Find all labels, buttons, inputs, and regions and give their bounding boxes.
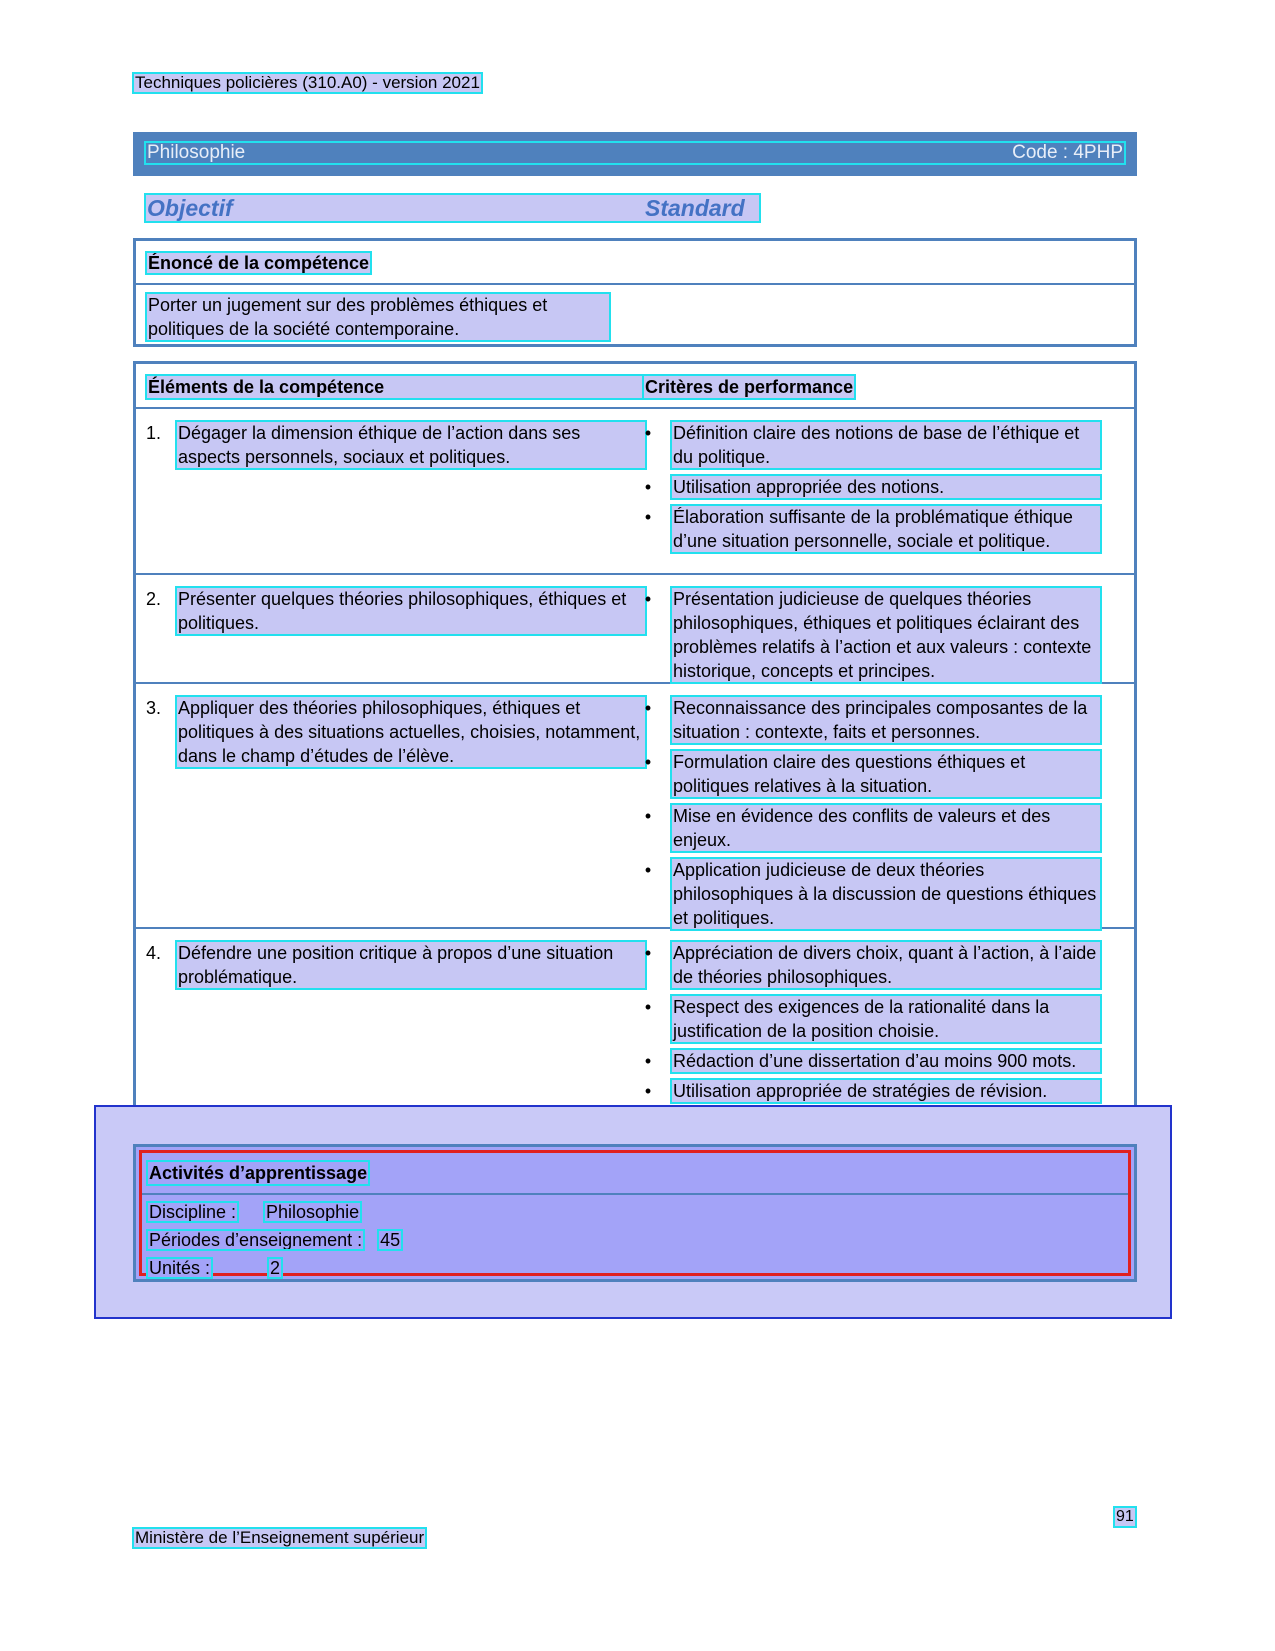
- critere-text: Utilisation appropriée des notions.: [671, 475, 1101, 499]
- element-text: Présenter quelques théories philosophiques, éthiques et politiques.: [176, 587, 646, 635]
- critere-text: Reconnaissance des principales composantes de la situation : contexte, faits et personnes.: [671, 696, 1101, 744]
- critere-text: Rédaction d’une dissertation d’au moins 900 mots.: [671, 1049, 1101, 1073]
- critere-text: Application judicieuse de deux théories philosophiques à la discussion de questions éthiques et politiques.: [671, 858, 1101, 930]
- element-item: [146, 587, 646, 635]
- competence-table: [133, 361, 1137, 1130]
- element-number: 2.: [146, 589, 162, 609]
- objectif-label: Objectif: [147, 195, 233, 221]
- activites-divider: [142, 1193, 1128, 1195]
- element-text: Appliquer des théories philosophiques, éthiques et politiques à des situations actuelles, choisies, notamment, dans le champ d’études de l’élève.: [176, 696, 646, 768]
- competence-table-header: [136, 364, 1134, 409]
- course-title-bar: [133, 132, 1137, 176]
- criteres-list: [641, 696, 1101, 936]
- bullet-icon: •: [644, 752, 652, 772]
- element-number: 4.: [146, 943, 162, 963]
- critere-item: [641, 941, 1101, 989]
- page-number: 91: [1116, 1508, 1134, 1525]
- bullet-icon: •: [644, 507, 652, 527]
- footer-ministry: Ministère de l’Enseignement supérieur: [135, 1528, 425, 1547]
- course-code: Code : 4PHP: [1012, 142, 1123, 163]
- document-header: Techniques policières (310.A0) - version 2021: [135, 73, 480, 92]
- competence-row: [136, 929, 1134, 1124]
- competence-row: [136, 409, 1134, 575]
- criteres-list: [641, 941, 1101, 1109]
- periodes-label: Périodes d’enseignement :: [149, 1230, 363, 1250]
- element-text: Défendre une position critique à propos d’une situation problématique.: [176, 941, 646, 989]
- competence-row: [136, 684, 1134, 929]
- criteres-list: [641, 587, 1101, 689]
- element-text: Dégager la dimension éthique de l’action dans ses aspects personnels, sociaux et politiques.: [176, 421, 646, 469]
- unites-line: [147, 1256, 282, 1280]
- activites-box: [133, 1144, 1137, 1282]
- enonce-text: Porter un jugement sur des problèmes éthiques et politiques de la société contemporaine.: [146, 293, 610, 341]
- critere-item: [641, 587, 1101, 683]
- objectif-standard-row: [145, 194, 760, 222]
- critere-item: [641, 421, 1101, 469]
- bullet-icon: •: [644, 589, 652, 609]
- unites-label: Unités :: [149, 1258, 211, 1278]
- critere-item: [641, 858, 1101, 930]
- course-name: Philosophie: [147, 142, 246, 163]
- element-number: 3.: [146, 698, 162, 718]
- bullet-icon: •: [644, 1051, 652, 1071]
- bullet-icon: •: [644, 806, 652, 826]
- criteres-list: [641, 421, 1101, 559]
- standard-label: Standard: [645, 195, 745, 221]
- periodes-value: 45: [380, 1230, 401, 1250]
- critere-text: Formulation claire des questions éthiques et politiques relatives à la situation.: [671, 750, 1101, 798]
- element-number: 1.: [146, 423, 162, 443]
- critere-item: [641, 1049, 1101, 1073]
- element-item: [146, 421, 646, 469]
- bullet-icon: •: [644, 860, 652, 880]
- critere-item: [641, 505, 1101, 553]
- periodes-line: [147, 1228, 402, 1252]
- critere-text: Définition claire des notions de base de l’éthique et du politique.: [671, 421, 1101, 469]
- activites-inner: [139, 1150, 1131, 1276]
- critere-text: Respect des exigences de la rationalité dans la justification de la position choisie.: [671, 995, 1101, 1043]
- unites-value: 2: [270, 1258, 281, 1278]
- discipline-line: [147, 1200, 361, 1224]
- bullet-icon: •: [644, 698, 652, 718]
- criteres-column-header: Critères de performance: [645, 377, 854, 397]
- critere-item: [641, 696, 1101, 744]
- bullet-icon: •: [644, 997, 652, 1017]
- enonce-box: [133, 238, 1137, 347]
- competence-row: [136, 575, 1134, 684]
- critere-text: Élaboration suffisante de la problématique éthique d’une situation personnelle, sociale et politique.: [671, 505, 1101, 553]
- element-item: [146, 696, 646, 768]
- discipline-value: Philosophie: [266, 1202, 360, 1222]
- bullet-icon: •: [644, 477, 652, 497]
- bullet-icon: •: [644, 423, 652, 443]
- elements-column-header: Éléments de la compétence: [146, 375, 650, 399]
- critere-item: [641, 750, 1101, 798]
- critere-text: Utilisation appropriée de stratégies de révision.: [671, 1079, 1101, 1103]
- critere-text: Appréciation de divers choix, quant à l’action, à l’aide de théories philosophiques.: [671, 941, 1101, 989]
- bullet-icon: •: [644, 1081, 652, 1101]
- critere-item: [641, 475, 1101, 499]
- discipline-label: Discipline :: [149, 1202, 237, 1222]
- bullet-icon: •: [644, 943, 652, 963]
- activites-title: Activités d’apprentissage: [149, 1163, 368, 1183]
- critere-item: [641, 1079, 1101, 1103]
- critere-text: Mise en évidence des conflits de valeurs et des enjeux.: [671, 804, 1101, 852]
- critere-text: Présentation judicieuse de quelques théories philosophiques, éthiques et politiques éclairant des problèmes relatifs à l’action et aux valeurs : contexte historique, concepts et principes.: [671, 587, 1101, 683]
- element-item: [146, 941, 646, 989]
- critere-item: [641, 804, 1101, 852]
- critere-item: [641, 995, 1101, 1043]
- enonce-title: Énoncé de la compétence: [148, 253, 370, 273]
